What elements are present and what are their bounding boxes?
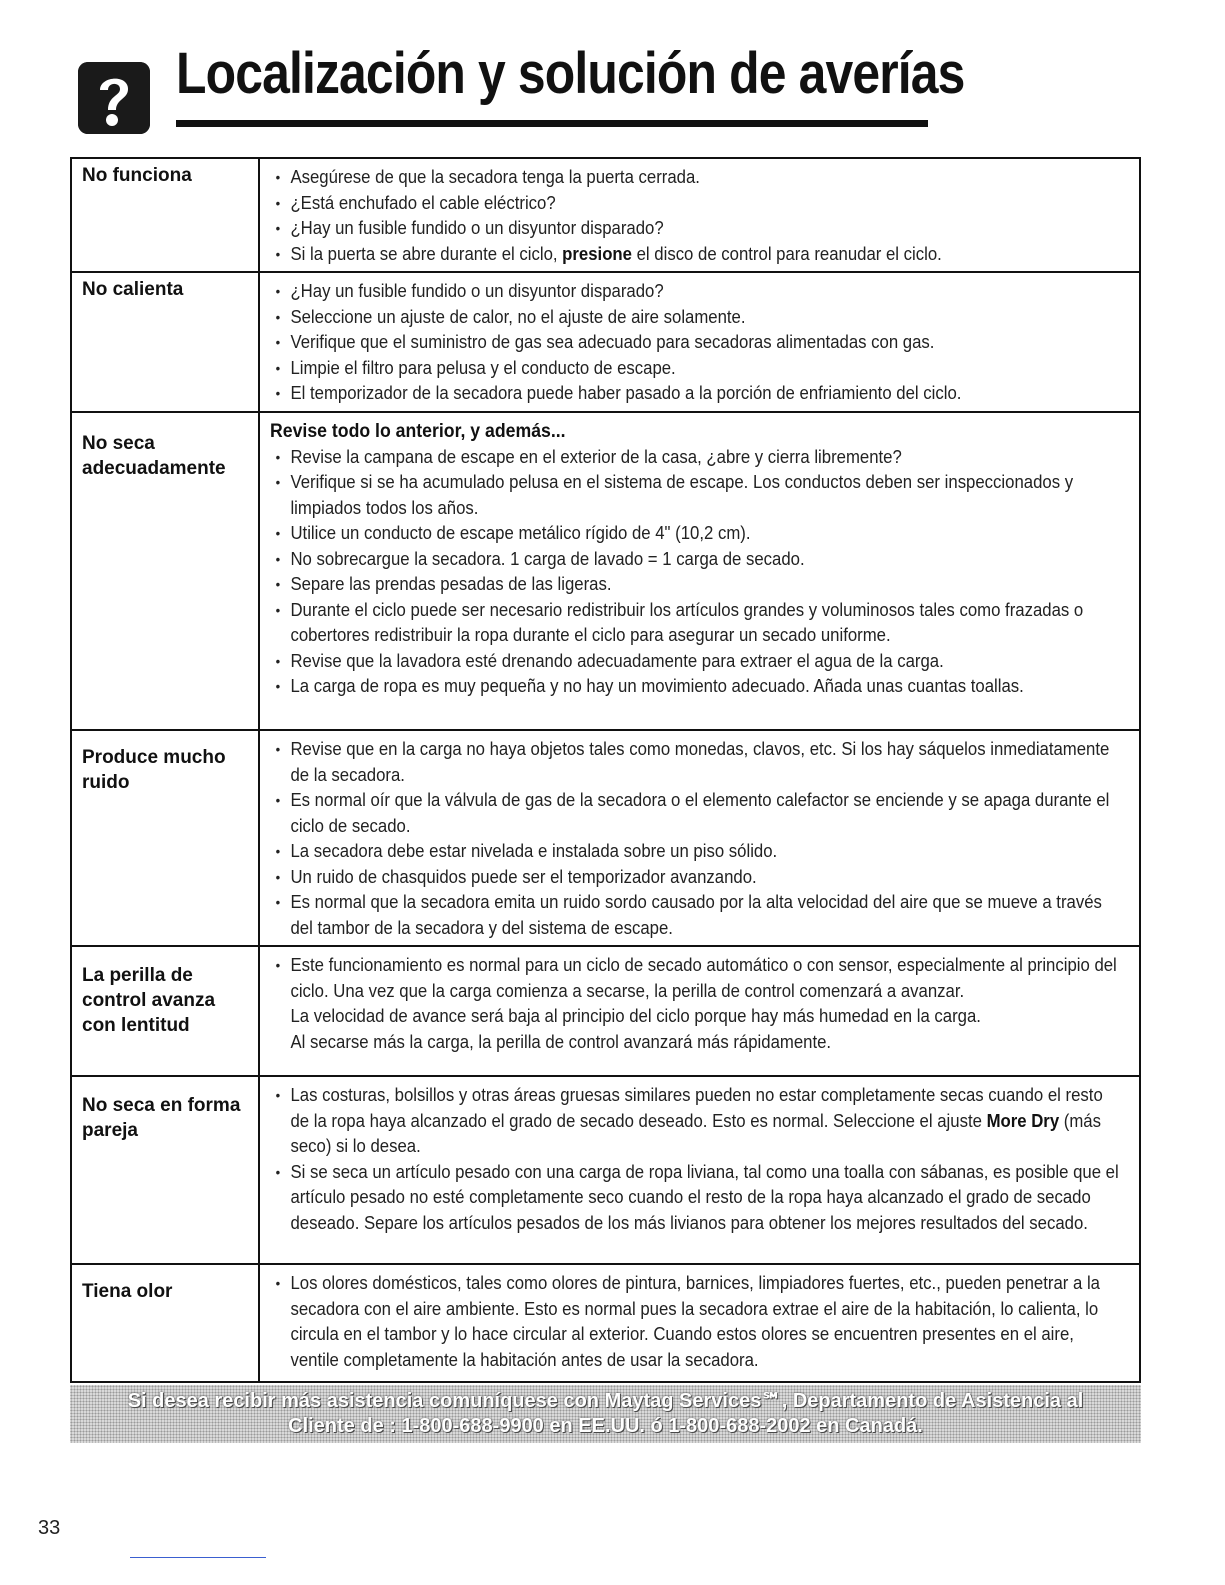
- list-item: • La carga de ropa es muy pequeña y no hay un movimiento adecuado. Añada unas cuantas toallas.: [270, 674, 1123, 700]
- list-item: • Revise que en la carga no haya objetos tales como monedas, clavos, etc. Si los hay sáquelos inmediatamente de la secadora.: [270, 737, 1123, 788]
- solution-cell: [259, 1076, 1140, 1264]
- banner-line: Cliente de : 1-800-688-9900 en EE.UU. ó 1-800-688-2002 en Canadá.: [288, 1415, 923, 1437]
- list-item: • Limpie el filtro para pelusa y el conducto de escape.: [270, 356, 1123, 382]
- problem-label: Tiena olor: [71, 1264, 259, 1382]
- list-item: • Los olores domésticos, tales como olores de pintura, barnices, limpiadores fuertes, etc., pueden penetrar a la secadora con el aire ambiente. Esto es normal pues la secadora extrae el aire de la habitación, lo calienta, lo circula en el tambor y lo hace circular al exterior. Cuando estos olores se encuentren presentes en el aire, ventile completamente la habitación antes de usar la secadora.: [270, 1271, 1123, 1373]
- assistance-banner: [70, 1385, 1141, 1443]
- section-lead: Revise todo lo anterior, y además...: [270, 421, 566, 442]
- problem-label: No seca en forma pareja: [71, 1076, 259, 1264]
- table-row: [71, 412, 1140, 730]
- footer-rule: [130, 1557, 266, 1558]
- list-item: • ¿Está enchufado el cable eléctrico?: [270, 191, 1123, 217]
- page-title: Localización y solución de averías: [176, 41, 965, 106]
- solution-cell: [259, 730, 1140, 946]
- emphasis-text: presione: [562, 243, 632, 264]
- table-row: [71, 158, 1140, 272]
- solution-cell: [259, 412, 1140, 730]
- problem-label: No calienta: [71, 272, 259, 412]
- title-underline: [176, 120, 928, 127]
- list-item: • Si se seca un artículo pesado con una carga de ropa liviana, tal como una toalla con sábanas, es posible que el artículo pesado no esté completamente seco cuando el resto de la ropa haya alcanzado el grado de secado deseado. Separe los artículos pesados de los más livianos para obtener los mejores resultados del secado.: [270, 1160, 1123, 1237]
- solution-cell: [259, 272, 1140, 412]
- table-row: [71, 1076, 1140, 1264]
- banner-line: Si desea recibir más asistencia comuníquese con Maytag Services℠, Departamento de Asistencia al: [127, 1390, 1084, 1412]
- problem-label: No seca adecuadamente: [71, 412, 259, 730]
- list-item: • La secadora debe estar nivelada e instalada sobre un piso sólido.: [270, 839, 1123, 865]
- table-row: [71, 730, 1140, 946]
- list-item: • No sobrecargue la secadora. 1 carga de lavado = 1 carga de secado.: [270, 547, 1123, 573]
- solution-cell: [259, 1264, 1140, 1382]
- list-item: • Las costuras, bolsillos y otras áreas gruesas similares pueden no estar completamente secas cuando el resto de la ropa haya alcanzado el grado de secado deseado. Esto es normal. Seleccione el ajuste More Dry (más seco) si lo desea.: [270, 1083, 1123, 1160]
- list-item: • Un ruido de chasquidos puede ser el temporizador avanzando.: [270, 865, 1123, 891]
- list-item: • ¿Hay un fusible fundido o un disyuntor disparado?: [270, 216, 1123, 242]
- list-item: • Utilice un conducto de escape metálico rígido de 4" (10,2 cm).: [270, 521, 1123, 547]
- list-item: • Este funcionamiento es normal para un ciclo de secado automático o con sensor, especialmente al principio del ciclo. Una vez que la carga comienza a secarse, la perilla de control comenzará a avanzar.: [270, 953, 1123, 1004]
- list-item: • Durante el ciclo puede ser necesario redistribuir los artículos grandes y voluminosos tales como frazadas o cobertores redistribuir la ropa durante el ciclo para asegurar un secado uniforme.: [270, 598, 1123, 649]
- list-item: • ¿Hay un fusible fundido o un disyuntor disparado?: [270, 279, 1123, 305]
- problem-label: No funciona: [71, 158, 259, 272]
- list-item: • Verifique si se ha acumulado pelusa en el sistema de escape. Los conductos deben ser inspeccionados y limpiados todos los años.: [270, 470, 1123, 521]
- troubleshooting-table: [70, 157, 1141, 1383]
- list-item: • Separe las prendas pesadas de las ligeras.: [270, 572, 1123, 598]
- list-item: • Si la puerta se abre durante el ciclo, presione el disco de control para reanudar el ciclo.: [270, 242, 1123, 268]
- table-row: [71, 946, 1140, 1076]
- list-item: • Es normal que la secadora emita un ruido sordo causado por la alta velocidad del aire que se mueve a través del tambor de la secadora y del sistema de escape.: [270, 890, 1123, 941]
- solution-cell: [259, 158, 1140, 272]
- list-item: La velocidad de avance será baja al principio del ciclo porque hay más humedad en la carga.: [290, 1006, 981, 1026]
- problem-label: Produce mucho ruido: [71, 730, 259, 946]
- question-mark-icon: [78, 62, 150, 134]
- table-row: [71, 272, 1140, 412]
- list-item: • Es normal oír que la válvula de gas de la secadora o el elemento calefactor se enciende y se apaga durante el ciclo de secado.: [270, 788, 1123, 839]
- list-item: • Verifique que el suministro de gas sea adecuado para secadoras alimentadas con gas.: [270, 330, 1123, 356]
- page-number: 33: [38, 1517, 61, 1539]
- problem-label: La perilla de control avanza con lentitud: [71, 946, 259, 1076]
- page-header: [78, 40, 965, 140]
- list-item: Al secarse más la carga, la perilla de control avanzará más rápidamente.: [290, 1031, 832, 1052]
- setting-name: More Dry: [986, 1110, 1060, 1131]
- solution-cell: [259, 946, 1140, 1076]
- list-item: • Revise la campana de escape en el exterior de la casa, ¿abre y cierra libremente?: [270, 445, 1123, 471]
- list-item: • El temporizador de la secadora puede haber pasado a la porción de enfriamiento del ciclo.: [270, 381, 1123, 407]
- list-item: • Asegúrese de que la secadora tenga la puerta cerrada.: [270, 165, 1123, 191]
- table-row: [71, 1264, 1140, 1382]
- list-item: • Seleccione un ajuste de calor, no el ajuste de aire solamente.: [270, 305, 1123, 331]
- list-item: • Revise que la lavadora esté drenando adecuadamente para extraer el agua de la carga.: [270, 649, 1123, 675]
